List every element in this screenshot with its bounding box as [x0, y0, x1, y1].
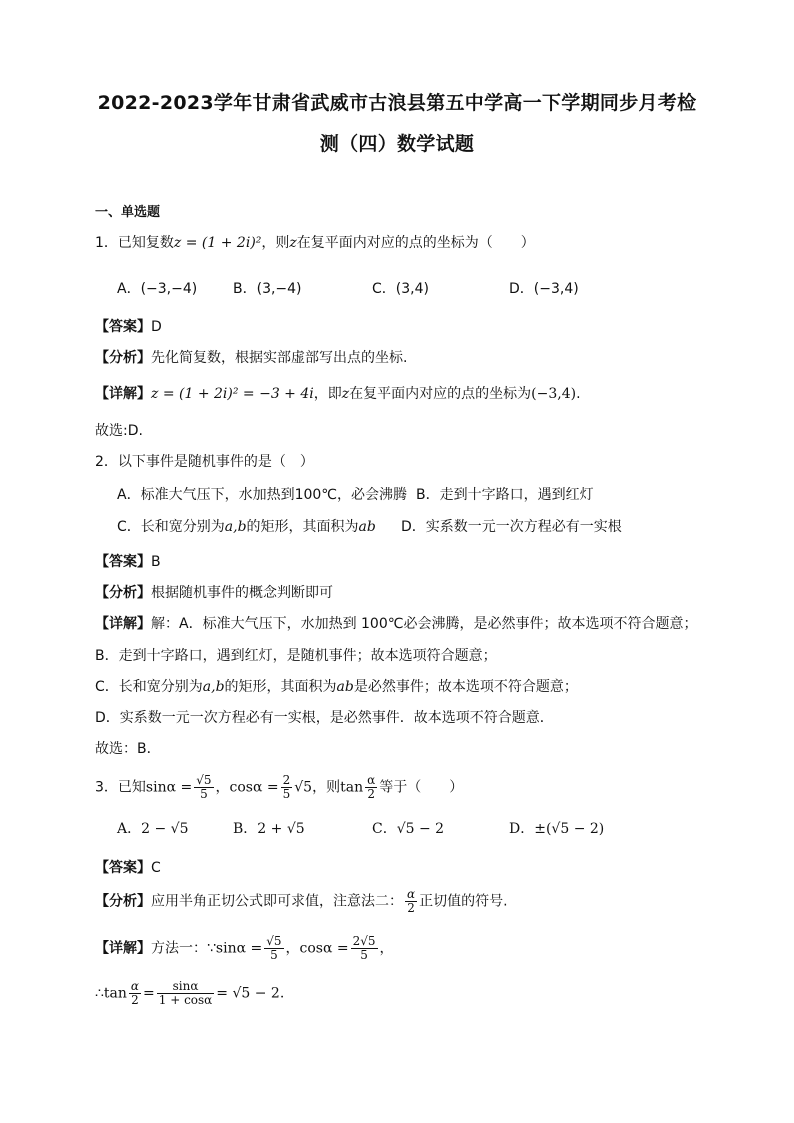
- option-a: A．2 − √5: [117, 821, 189, 837]
- page-title-continued: 测（四）数学试题: [319, 133, 475, 155]
- option-a: A．标准大气压下，水加热到100℃，必会沸腾: [117, 487, 408, 503]
- detail-line: D．实系数一元一次方程必有一实根，是必然事件．故本选项不符合题意．: [95, 710, 554, 726]
- page-title: 2022-2023学年甘肃省武威市古浪县第五中学高一下学期同步月考检: [97, 92, 697, 114]
- option-b: B．2 + √5: [233, 821, 305, 837]
- option-c: C．(3,4): [372, 281, 429, 297]
- question-3-stem: 3．已知sinα = $\frac{√5}{5}$ ，cosα = $\frac{2}{5}$ √5，则tan $\frac{\alpha}{2}$ 等于（ ）: [95, 773, 464, 801]
- answer-line: 【答案】D: [95, 319, 162, 335]
- option-b: B．走到十字路口，遇到红灯: [416, 487, 594, 503]
- fraction: $\frac{√5}{5}$: [196, 773, 212, 801]
- detail-line: 【详解】z = (1 + 2i)² = −3 + 4i，即z在复平面内对应的点的坐标为(−3,4).: [95, 386, 581, 402]
- fraction: $\frac{√5}{5}$: [266, 934, 282, 962]
- option-d: D．(−3,4): [509, 281, 579, 297]
- detail-line: 【详解】方法一：∵sinα = $\frac{√5}{5}$ ，cosα = $\frac{2√5}{5}$ ，: [95, 934, 394, 962]
- fraction: $\frac{\sin\alpha}{1 + \cos\alpha}$: [158, 979, 213, 1007]
- answer-line: 【答案】C: [95, 860, 161, 876]
- math-expression: z = (1 + 2i)²: [173, 235, 262, 251]
- analysis-line: 【分析】根据随机事件的概念判断即可: [95, 585, 333, 601]
- detail-line: 【详解】解：A．标准大气压下，水加热到 100℃必会沸腾，是必然事件；故本选项不符合题意；: [95, 616, 698, 632]
- option-a: A．(−3,−4): [117, 281, 198, 297]
- option-c: C．√5 − 2: [372, 821, 445, 837]
- fraction: $\frac{\alpha}{2}$: [130, 979, 140, 1007]
- option-b: B．(3,−4): [233, 281, 302, 297]
- question-1-stem: 1．已知复数z = (1 + 2i)²，则z在复平面内对应的点的坐标为（ ）: [95, 235, 535, 251]
- fraction: $\frac{\alpha}{2}$: [367, 773, 376, 801]
- conclusion-line: 故选：B．: [95, 741, 161, 757]
- analysis-line: 【分析】先化简复数，根据实部虚部写出点的坐标.: [95, 350, 408, 366]
- detail-line: ∴tan $\frac{\alpha}{2}$ = $\frac{\sin\alpha}{1 + \cos\alpha}$ = √5 − 2.: [95, 979, 285, 1007]
- section-heading: 一、单选题: [95, 205, 161, 220]
- answer-line: 【答案】B: [95, 554, 161, 570]
- fraction: $\frac{2√5}{5}$: [352, 934, 376, 962]
- detail-line: C．长和宽分别为a,b的矩形，其面积为ab是必然事件；故本选项不符合题意；: [95, 679, 578, 695]
- question-2-stem: 2．以下事件是随机事件的是（ ）: [95, 454, 314, 470]
- conclusion-line: 故选:D.: [95, 423, 143, 439]
- detail-line: B．走到十字路口，遇到红灯，是随机事件；故本选项符合题意；: [95, 648, 497, 664]
- option-c: C．长和宽分别为a,b的矩形，其面积为ab: [117, 519, 376, 535]
- fraction: $\frac{2}{5}$: [282, 773, 291, 801]
- option-d: D．实系数一元一次方程必有一实根: [401, 519, 622, 535]
- analysis-line: 【分析】应用半角正切公式即可求值，注意法二： $\frac{\alpha}{2}$ 正切值的符号.: [95, 887, 508, 915]
- option-d: D．±(√5 − 2): [509, 821, 605, 837]
- fraction: $\frac{\alpha}{2}$: [407, 887, 416, 915]
